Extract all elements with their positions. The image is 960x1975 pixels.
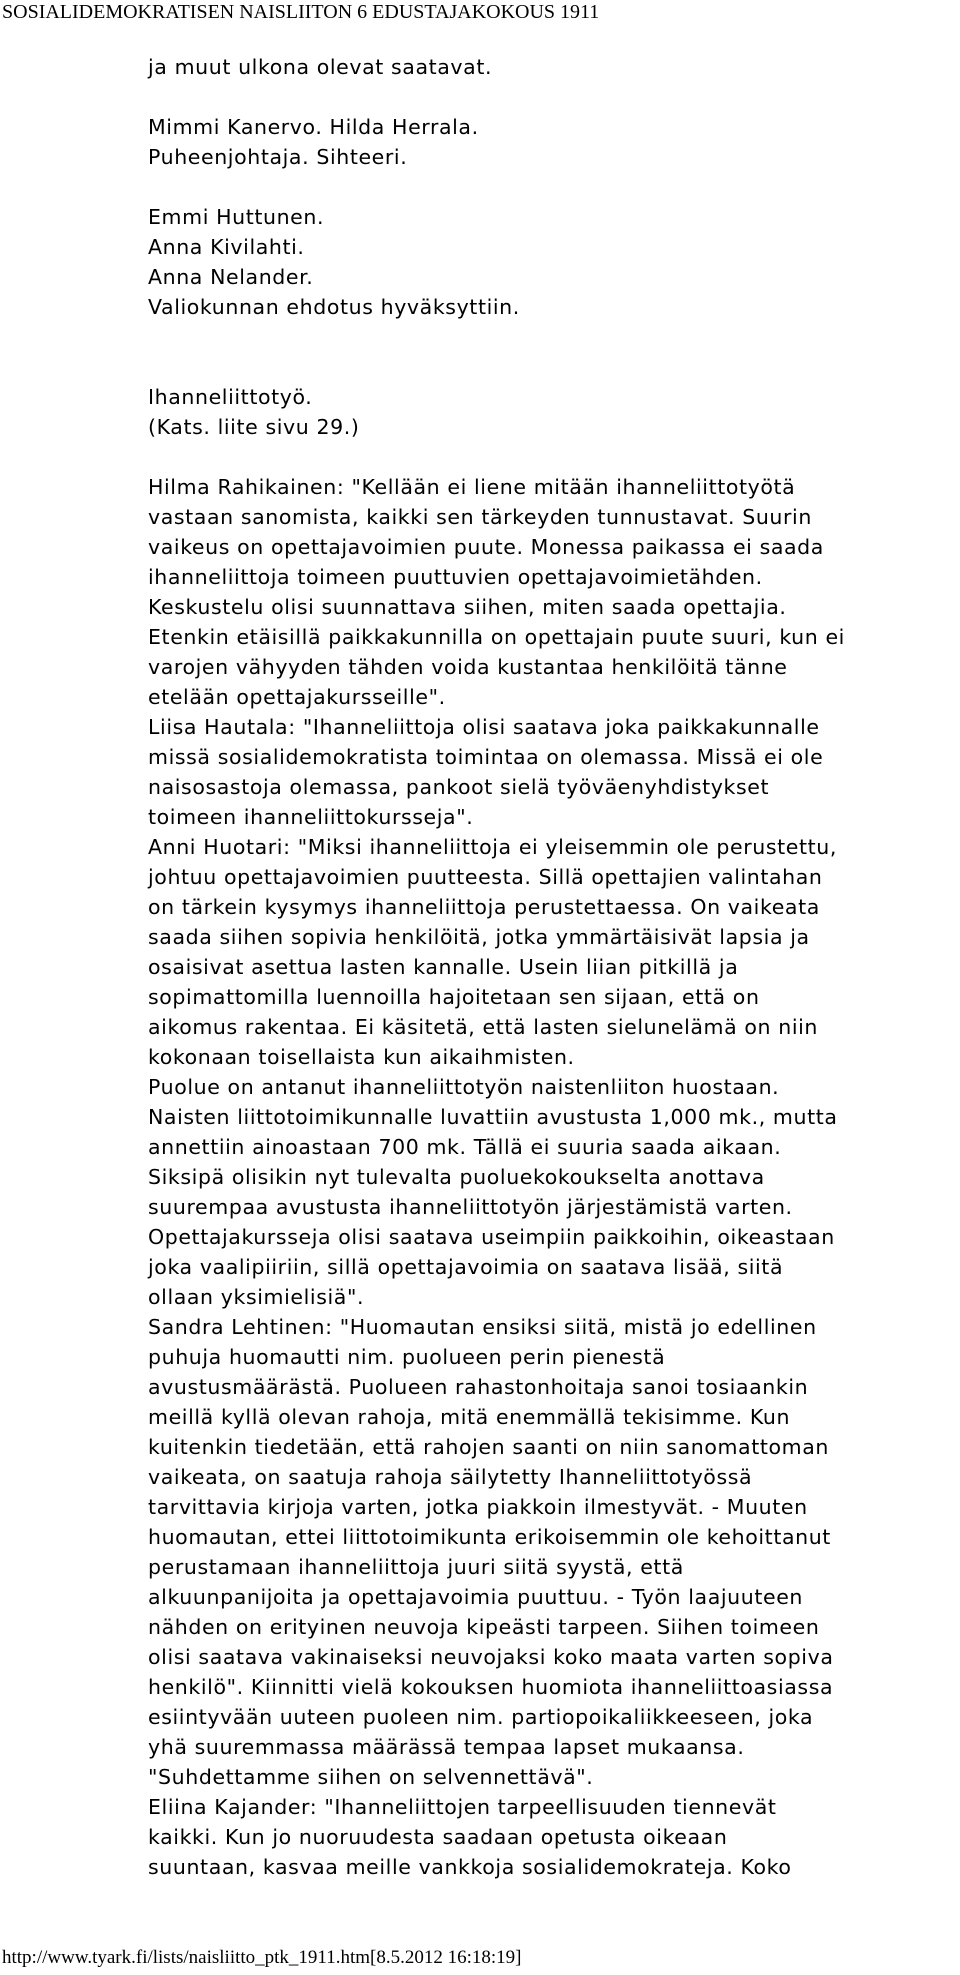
text-line: Anna Nelander. — [148, 265, 314, 289]
text-line: suuntaan, kasvaa meille vankkoja sosialidemokrateja. Koko — [148, 1855, 792, 1879]
text-line: Emmi Huttunen. — [148, 205, 325, 229]
text-line: kuitenkin tiedetään, että rahojen saanti on niin sanomattoman — [148, 1435, 829, 1459]
text-line: vaikeata, on saatuja rahoja säilytetty Ihanneliittotyössä — [148, 1465, 753, 1489]
text-line: saada siihen sopivia henkilöitä, jotka ymmärtäisivät lapsia ja — [148, 925, 810, 949]
text-line: Sandra Lehtinen: "Huomautan ensiksi siitä, mistä jo edellinen — [148, 1315, 817, 1339]
text-line: etelään opettajakursseille". — [148, 685, 446, 709]
text-line: nähden on erityinen neuvoja kipeästi tarpeen. Siihen toimeen — [148, 1615, 820, 1639]
text-line: tarvittavia kirjoja varten, jotka piakkoin ilmestyvät. - Muuten — [148, 1495, 808, 1519]
text-line: alkuunpanijoita ja opettajavoimia puuttuu. - Työn laajuuteen — [148, 1585, 804, 1609]
text-line: Hilma Rahikainen: "Kellään ei liene mitään ihanneliittotyötä — [148, 475, 796, 499]
text-line: toimeen ihanneliittokursseja". — [148, 805, 474, 829]
text-line: missä sosialidemokratista toimintaa on olemassa. Missä ei ole — [148, 745, 824, 769]
text-line: vaikeus on opettajavoimien puute. Monessa paikassa ei saada — [148, 535, 824, 559]
page-footer-url: http://www.tyark.fi/lists/naisliitto_ptk_1911.htm[8.5.2012 16:18:19] — [2, 1947, 522, 1968]
text-line: huomautan, ettei liittotoimikunta erikoisemmin ole kehoittanut — [148, 1525, 831, 1549]
section-heading: Ihanneliittotyö. — [148, 385, 313, 409]
discussion-block — [148, 472, 948, 1882]
text-line: on tärkein kysymys ihanneliittoja perustettaessa. On vaikeata — [148, 895, 820, 919]
text-line: aikomus rakentaa. Ei käsitetä, että lasten sielunelämä on niin — [148, 1015, 819, 1039]
text-line: Puheenjohtaja. Sihteeri. — [148, 145, 408, 169]
text-line: olisi saatava vakinaiseksi neuvojaksi koko maata varten sopiva — [148, 1645, 834, 1669]
text-line: Etenkin etäisillä paikkakunnilla on opettajain puute suuri, kun ei — [148, 625, 845, 649]
signature-block — [148, 112, 948, 172]
text-line: Keskustelu olisi suunnattava siihen, miten saada opettajia. — [148, 595, 787, 619]
text-line: joka vaalipiiriin, sillä opettajavoimia on saatava lisää, siitä — [148, 1255, 784, 1279]
text-line: annettiin ainoastaan 700 mk. Tällä ei suuria saada aikaan. — [148, 1135, 782, 1159]
text-line: Anni Huotari: "Miksi ihanneliittoja ei yleisemmin ole perustettu, — [148, 835, 837, 859]
text-line: johtuu opettajavoimien puutteesta. Sillä opettajien valintahan — [148, 865, 823, 889]
text-line: vastaan sanomista, kaikki sen tärkeyden tunnustavat. Suurin — [148, 505, 812, 529]
text-line: Valiokunnan ehdotus hyväksyttiin. — [148, 295, 520, 319]
text-line: Puolue on antanut ihanneliittotyön naistenliiton huostaan. — [148, 1075, 780, 1099]
text-line: osaisivat asettua lasten kannalle. Usein liian pitkillä ja — [148, 955, 739, 979]
text-line: (Kats. liite sivu 29.) — [148, 415, 360, 439]
text-line: naisosastoja olemassa, pankoot sielä työväenyhdistykset — [148, 775, 770, 799]
text-line: avustusmäärästä. Puolueen rahastonhoitaja sanoi tosiaankin — [148, 1375, 809, 1399]
text-line: ollaan yksimielisiä". — [148, 1285, 365, 1309]
text-line: henkilö". Kiinnitti vielä kokouksen huomiota ihanneliittoasiassa — [148, 1675, 834, 1699]
committee-members-block — [148, 202, 948, 322]
text-line: "Suhdettamme siihen on selvennettävä". — [148, 1765, 594, 1789]
text-line: Anna Kivilahti. — [148, 235, 305, 259]
text-line: Siksipä olisikin nyt tulevalta puoluekokoukselta anottava — [148, 1165, 765, 1189]
text-line: Liisa Hautala: "Ihanneliittoja olisi saatava joka paikkakunnalle — [148, 715, 820, 739]
text-line: varojen vähyyden tähden voida kustantaa henkilöitä tänne — [148, 655, 788, 679]
page-header: SOSIALIDEMOKRATISEN NAISLIITON 6 EDUSTAJAKOKOUS 1911 — [2, 1, 600, 23]
text-line: Eliina Kajander: "Ihanneliittojen tarpeellisuuden tiennevät — [148, 1795, 777, 1819]
text-line: ja muut ulkona olevat saatavat. — [148, 55, 493, 79]
text-line: meillä kyllä olevan rahoja, mitä enemmällä tekisimme. Kun — [148, 1405, 791, 1429]
section-heading-block — [148, 382, 948, 442]
text-line: kokonaan toisellaista kun aikaihmisten. — [148, 1045, 575, 1069]
text-line: kaikki. Kun jo nuoruudesta saadaan opetusta oikeaan — [148, 1825, 728, 1849]
text-line: Opettajakursseja olisi saatava useimpiin paikkoihin, oikeastaan — [148, 1225, 835, 1249]
text-line: Mimmi Kanervo. Hilda Herrala. — [148, 115, 479, 139]
text-line: ihanneliittoja toimeen puuttuvien opettajavoimietähden. — [148, 565, 763, 589]
text-line: puhuja huomautti nim. puolueen perin pienestä — [148, 1345, 666, 1369]
text-line: yhä suuremmassa määrässä tempaa lapset mukaansa. — [148, 1735, 745, 1759]
paragraph-block-1 — [148, 52, 948, 82]
text-line: esiintyvään uuteen puoleen nim. partiopoikaliikkeeseen, joka — [148, 1705, 814, 1729]
text-line: Naisten liittotoimikunnalle luvattiin avustusta 1,000 mk., mutta — [148, 1105, 838, 1129]
text-line: perustamaan ihanneliittoja juuri siitä syystä, että — [148, 1555, 684, 1579]
text-line: suurempaa avustusta ihanneliittotyön järjestämistä varten. — [148, 1195, 793, 1219]
text-line: sopimattomilla luennoilla hajoitetaan sen sijaan, että on — [148, 985, 760, 1009]
document-body — [148, 52, 948, 1882]
